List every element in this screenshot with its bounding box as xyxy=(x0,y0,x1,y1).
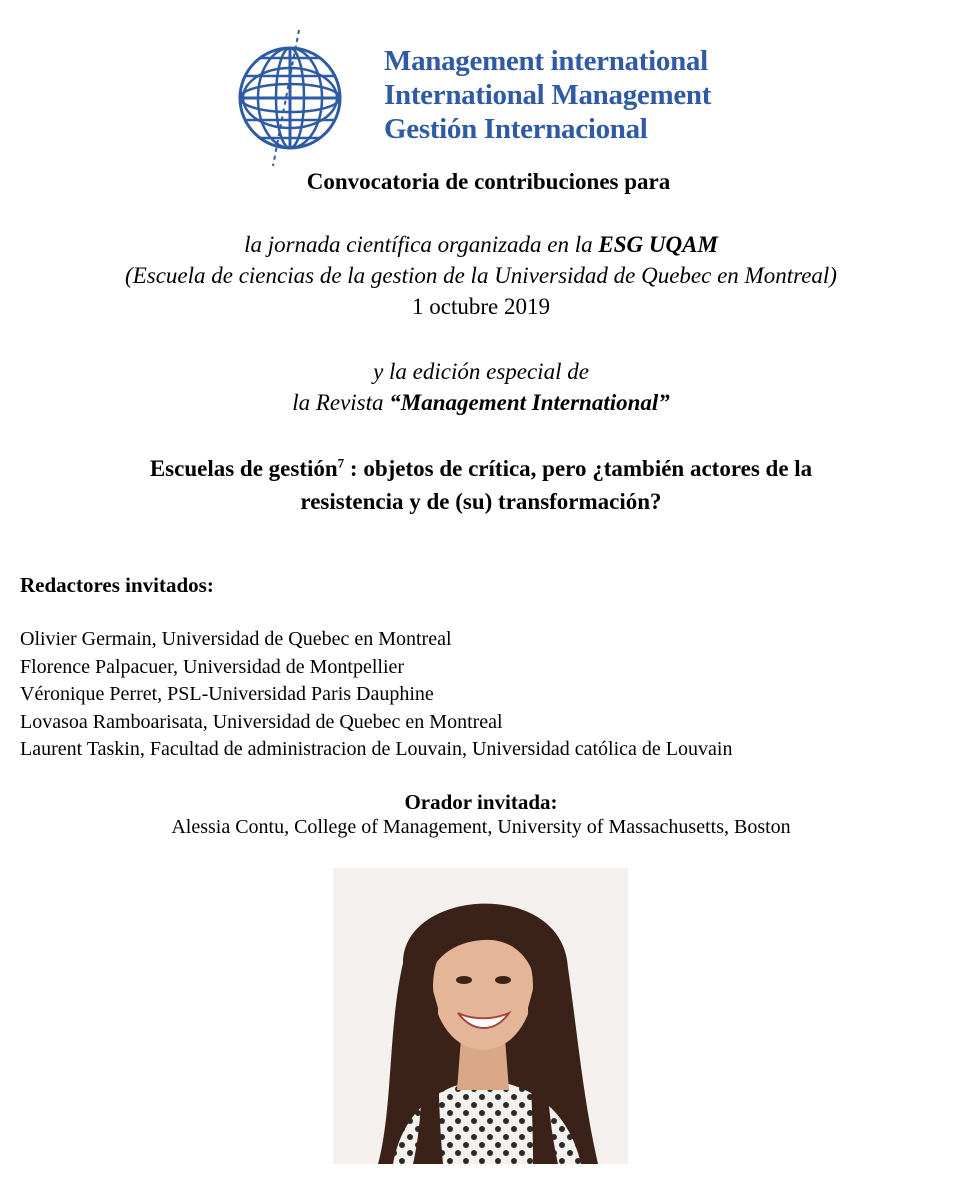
editor-item: Lovasoa Ramboarisata, Universidad de Quebec en Montreal xyxy=(20,710,503,733)
event-organizer: ESG UQAM xyxy=(598,232,718,257)
logo-line-en: International Management xyxy=(384,79,712,111)
speaker-photo xyxy=(333,868,628,1164)
event-line-1: la jornada científica organizada en la ESG UQAM xyxy=(244,232,718,257)
logo-line-fr: Management international xyxy=(384,45,708,77)
editor-item: Florence Palpacuer, Universidad de Montpellier xyxy=(20,655,405,678)
speaker-heading: Orador invitada: xyxy=(404,790,558,814)
journal-logo-text xyxy=(384,44,711,146)
editor-item: Véronique Perret, PSL-Universidad Paris Dauphine xyxy=(20,683,434,705)
event-line-2: (Escuela de ciencias de la gestion de la Universidad de Quebec en Montreal) xyxy=(125,263,837,288)
special-line-1: y la edición especial de xyxy=(373,359,589,384)
journal-name: “Management International” xyxy=(389,390,670,415)
editor-item: Laurent Taskin, Facultad de administracion de Louvain, Universidad católica de Louvain xyxy=(20,738,733,760)
portrait-image xyxy=(333,868,628,1164)
main-title-line-1: Escuelas de gestión$^7$ : objetos de crítica, pero ¿también actores de la xyxy=(149,455,813,481)
event-block xyxy=(0,229,962,322)
special-edition-block xyxy=(0,356,962,418)
main-title xyxy=(0,452,962,518)
main-title-line-2: resistencia y de (su) transformación? xyxy=(300,489,662,514)
globe-icon xyxy=(233,28,351,168)
special-line-2: la Revista “Management International” xyxy=(292,390,670,415)
call-title: Convocatoria de contribuciones para xyxy=(306,169,671,194)
speaker-name: Alessia Contu, College of Management, University of Massachusetts, Boston xyxy=(171,816,791,838)
journal-logo-globe xyxy=(233,28,351,168)
footnote-marker: 7 xyxy=(337,455,345,471)
editor-item: Olivier Germain, Universidad de Quebec en Montreal xyxy=(20,628,452,650)
editors-heading: Redactores invitados: xyxy=(20,573,214,597)
event-date: 1 octubre 2019 xyxy=(412,294,550,319)
editors-list xyxy=(20,626,732,764)
logo-line-es: Gestión Internacional xyxy=(384,113,648,145)
